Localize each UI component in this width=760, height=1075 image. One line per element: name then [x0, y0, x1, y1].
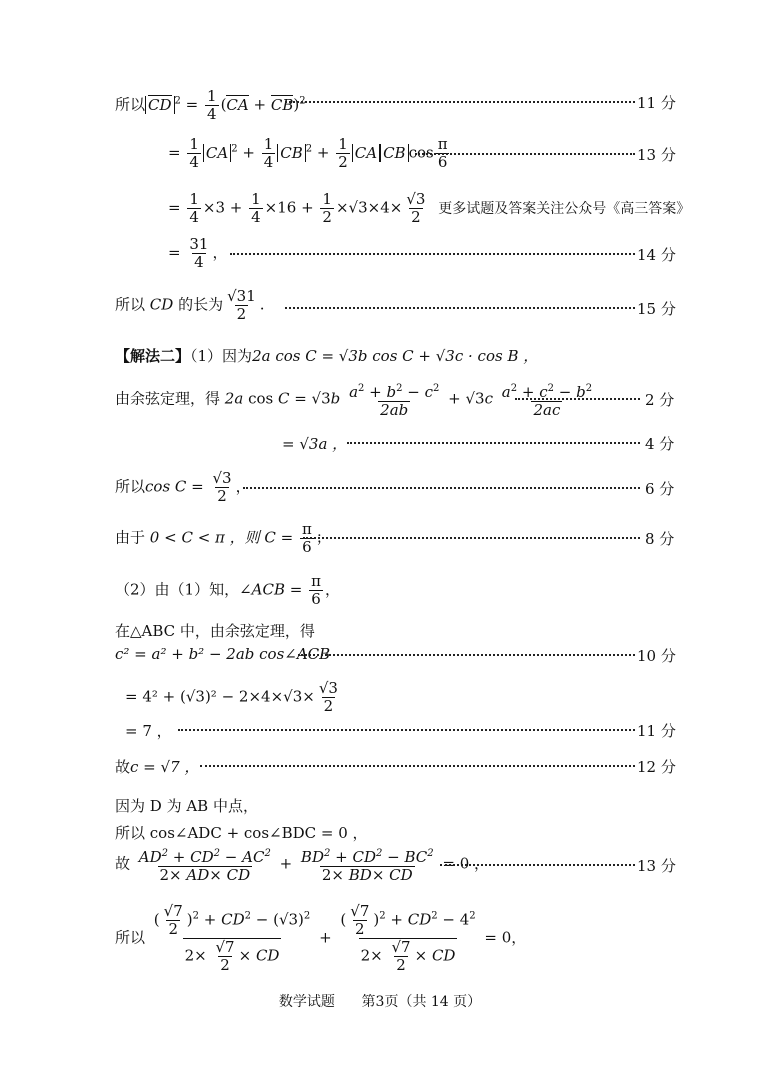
text-prefix: 所以 [115, 95, 146, 114]
line-18: 所以 cos∠ADC + cos∠BDC = 0 ， [115, 824, 368, 842]
line-7: 由余弦定理，得 2a cos C = √3b $\frac{a^2 + b^2 - c^2}{2ab}$ + √3c $\frac{a^2 + c^2 - b^2}{2ac}$ [115, 383, 593, 419]
line-10: 由于 0 < C < π ，则 C = $\frac{\pi}{6}$ ； [115, 520, 331, 556]
line-20: 所以 ( $\frac{√7}{2}$ )$^2 + CD^2 - (√3)^2$ 2× $\frac{√7}{2}$ × CD + ( $\frac{√7}{2}$ )$^2 + CD^2 - 4^2$ 2× $\frac{√7}{2}$ × CD = 0， [115, 902, 527, 974]
dotted-leader [440, 864, 635, 866]
dotted-leader [298, 654, 635, 656]
frac-1-4: $\frac{1}{4}$ [207, 87, 217, 123]
math-cd-abs: CD [145, 96, 175, 114]
dotted-leader [285, 101, 635, 103]
score-label: 13 分 [637, 857, 676, 875]
score-label: 13 分 [637, 146, 676, 164]
line-19: 故 $\frac{AD^2 + CD^2 - AC^2}{2\times AD\times CD}$ + $\frac{BD^2 + CD^2 - BC^2}{2\times BD\times CD}$ = 0 ， [115, 848, 490, 884]
page-footer [0, 991, 760, 1011]
line-12: 在△ABC 中，由余弦定理，得 [115, 622, 315, 640]
score-label: 12 分 [637, 758, 676, 776]
score-label: 6 分 [645, 480, 675, 498]
line-5: 所以 CD 的长为 $\frac{√31}{2}$ . [115, 287, 265, 323]
line-13: c² = a² + b² − 2ab cos∠ACB [115, 645, 331, 663]
line-2: = $\frac{1}{4}$ CA $^2$ + $\frac{1}{4}$ CB $^2$ + $\frac{1}{2}$ CA CB cos $\frac{\pi}{6}$ [168, 135, 448, 171]
score-label: 15 分 [637, 300, 676, 318]
score-label: 8 分 [645, 530, 675, 548]
footer-subject: 数学试题 [278, 994, 335, 1010]
line-1: 所以 CD $^2$ = $\frac{1}{4}$ (CA + CB)$^2$ [115, 87, 306, 123]
line-17: 因为 D 为 AB 中点， [115, 797, 258, 815]
line-3: = $\frac{1}{4}$ ×3 + $\frac{1}{4}$ ×16 + $\frac{1}{2}$ ×√3×4× $\frac{√3}{2}$ 更多试题及答案关注公众号《高三答案》 [168, 190, 691, 226]
line-15: = 7 ， [125, 722, 172, 740]
dotted-leader [347, 442, 640, 444]
score-label: 2 分 [645, 391, 675, 409]
dotted-leader [515, 398, 640, 400]
dotted-leader [303, 537, 640, 539]
dotted-leader [243, 487, 640, 489]
score-label: 11 分 [637, 722, 676, 740]
line-8: = √3a ， [282, 435, 348, 453]
line-14: = 4² + (√3)² − 2×4×√3× $\frac{√3}{2}$ [125, 679, 338, 715]
line-11: （2）由（1）知，∠ACB = $\frac{\pi}{6}$ ， [115, 572, 340, 608]
dotted-leader [200, 765, 635, 767]
score-label: 11 分 [637, 94, 676, 112]
line-6: 【解法二】（1）因为2a cos C = √3b cos C + √3c · cos B ， [115, 347, 539, 365]
line-4: = $\frac{31}{4}$ ， [168, 235, 228, 271]
dotted-leader [230, 253, 635, 255]
dotted-leader [415, 153, 635, 155]
line-16: 故c = √7 ， [115, 758, 200, 776]
line-9: 所以cos C = $\frac{√3}{2}$ ， [115, 469, 251, 505]
footer-page: 第3页（共 14 页） [361, 994, 482, 1010]
dotted-leader [285, 307, 635, 309]
score-label: 10 分 [637, 647, 676, 665]
score-label: 4 分 [645, 435, 675, 453]
score-label: 14 分 [637, 246, 676, 264]
promo-note: 更多试题及答案关注公众号《高三答案》 [438, 200, 691, 217]
dotted-leader [178, 729, 635, 731]
